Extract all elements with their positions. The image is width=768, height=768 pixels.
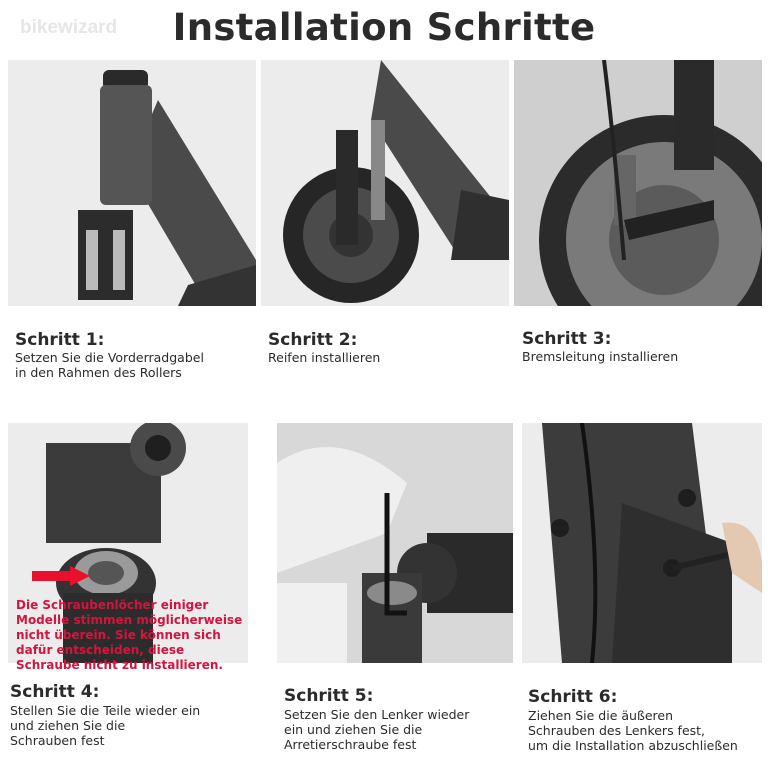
step-4-description: Stellen Sie die Teile wieder ein und ziehen Sie die Schrauben fest [10, 703, 201, 748]
step-4-title: Schritt 4: [10, 682, 100, 702]
step-3-title: Schritt 3: [522, 329, 612, 349]
page-title: Installation Schritte [172, 6, 596, 49]
step-6-title: Schritt 6: [528, 687, 618, 707]
red-arrow-icon [32, 566, 92, 586]
step-3-photo [514, 60, 762, 306]
step-2-photo [261, 60, 509, 306]
step-5-photo [277, 423, 513, 663]
watermark: bikewizard [20, 17, 118, 38]
step-5-title: Schritt 5: [284, 686, 374, 706]
step-1-title: Schritt 1: [15, 330, 105, 350]
warning-note: Die Schraubenlöcher einiger Modelle stimmen möglicherweise nicht überein. Sie können sich dafür entscheiden, diese Schraube nicht zu installieren. [16, 598, 243, 672]
step-1-photo [8, 60, 256, 306]
step-2-description: Reifen installieren [268, 350, 381, 365]
step-2-title: Schritt 2: [268, 330, 358, 350]
step-1-description: Setzen Sie die Vorderradgabel in den Rahmen des Rollers [15, 350, 204, 380]
step-3-description: Bremsleitung installieren [522, 349, 679, 364]
step-6-photo [522, 423, 762, 663]
step-6-description: Ziehen Sie die äußeren Schrauben des Lenkers fest, um die Installation abzuschließen [528, 708, 738, 753]
step-5-description: Setzen Sie den Lenker wieder ein und ziehen Sie die Arretierschraube fest [284, 707, 470, 752]
